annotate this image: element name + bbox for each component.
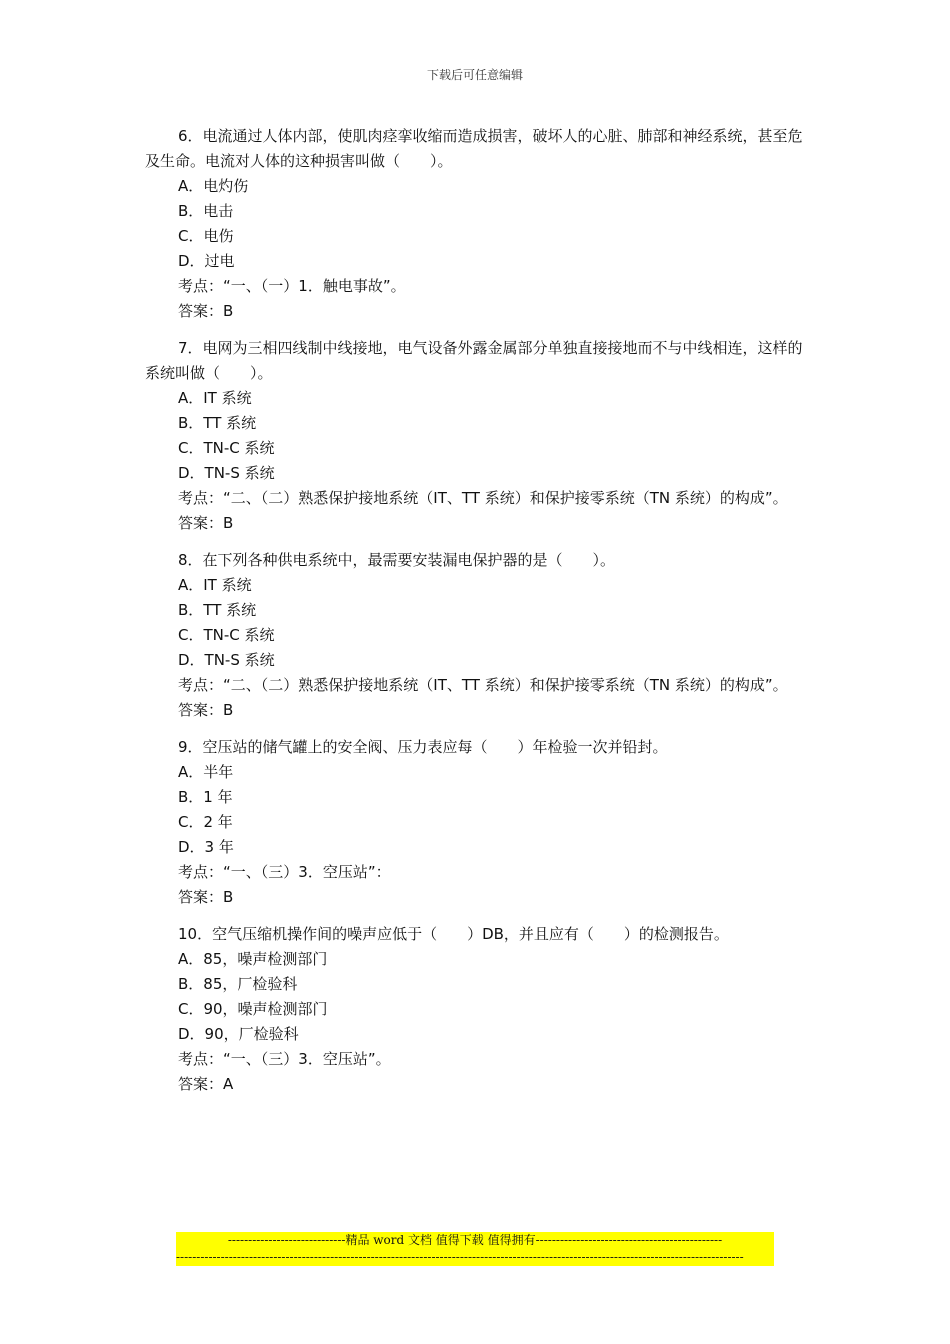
question-stem: 7．电网为三相四线制中线接地，电气设备外露金属部分单独直接接地而不与中线相连，这样的系统叫做（ ）。 [145, 339, 803, 382]
question-7 [145, 336, 805, 536]
option-d: D．90，厂检验科 [178, 1025, 299, 1043]
question-9 [145, 735, 805, 910]
option-a: A．IT 系统 [178, 576, 252, 594]
option-a: A．电灼伤 [178, 177, 249, 195]
exam-point: 考点：“二、（二）熟悉保护接地系统（IT、TT 系统）和保护接零系统（TN 系统）的构成”。 [178, 676, 788, 694]
answer: 答案：B [178, 302, 234, 320]
option-b: B．TT 系统 [178, 414, 257, 432]
question-stem: 6．电流通过人体内部，使肌肉痉挛收缩而造成损害，破坏人的心脏、肺部和神经系统，甚至危及生命。电流对人体的这种损害叫做（ ）。 [145, 127, 803, 170]
exam-point: 考点：“一、（一）1．触电事故”。 [178, 277, 406, 295]
option-c: C．2 年 [178, 813, 233, 831]
exam-point: 考点：“二、（二）熟悉保护接地系统（IT、TT 系统）和保护接零系统（TN 系统）的构成”。 [178, 489, 788, 507]
option-c: C．90，噪声检测部门 [178, 1000, 328, 1018]
option-c: C．TN-C 系统 [178, 626, 275, 644]
question-10 [145, 922, 805, 1097]
question-8 [145, 548, 805, 723]
footer-divider: -------------------------------------------------------------------------------------------------------------------------------------------- [176, 1249, 774, 1266]
question-stem: 10．空气压缩机操作间的噪声应低于（ ）DB，并且应有（ ）的检测报告。 [178, 925, 729, 943]
footer-banner: -----------------------------精品 word 文档 值得下载 值得拥有---------------------------------------------- [176, 1232, 774, 1249]
option-b: B．电击 [178, 202, 234, 220]
exam-point: 考点：“一、（三）3．空压站”： [178, 863, 391, 881]
option-d: D．过电 [178, 252, 235, 270]
answer: 答案：B [178, 701, 234, 719]
option-a: A．85，噪声检测部门 [178, 950, 328, 968]
option-a: A．IT 系统 [178, 389, 252, 407]
option-d: D．TN-S 系统 [178, 651, 275, 669]
option-b: B．1 年 [178, 788, 233, 806]
question-stem: 8．在下列各种供电系统中，最需要安装漏电保护器的是（ ）。 [178, 551, 616, 569]
option-d: D．TN-S 系统 [178, 464, 275, 482]
option-d: D．3 年 [178, 838, 234, 856]
page-header: 下载后可任意编辑 [426, 68, 523, 82]
answer: 答案：A [178, 1075, 234, 1093]
option-b: B．85，厂检验科 [178, 975, 298, 993]
question-stem: 9．空压站的储气罐上的安全阀、压力表应每（ ）年检验一次并铅封。 [178, 738, 668, 756]
option-b: B．TT 系统 [178, 601, 257, 619]
question-list [145, 124, 805, 1109]
exam-point: 考点：“一、（三）3．空压站”。 [178, 1050, 391, 1068]
option-a: A．半年 [178, 763, 234, 781]
answer: 答案：B [178, 514, 234, 532]
answer: 答案：B [178, 888, 234, 906]
question-6 [145, 124, 805, 324]
option-c: C．电伤 [178, 227, 234, 245]
option-c: C．TN-C 系统 [178, 439, 275, 457]
